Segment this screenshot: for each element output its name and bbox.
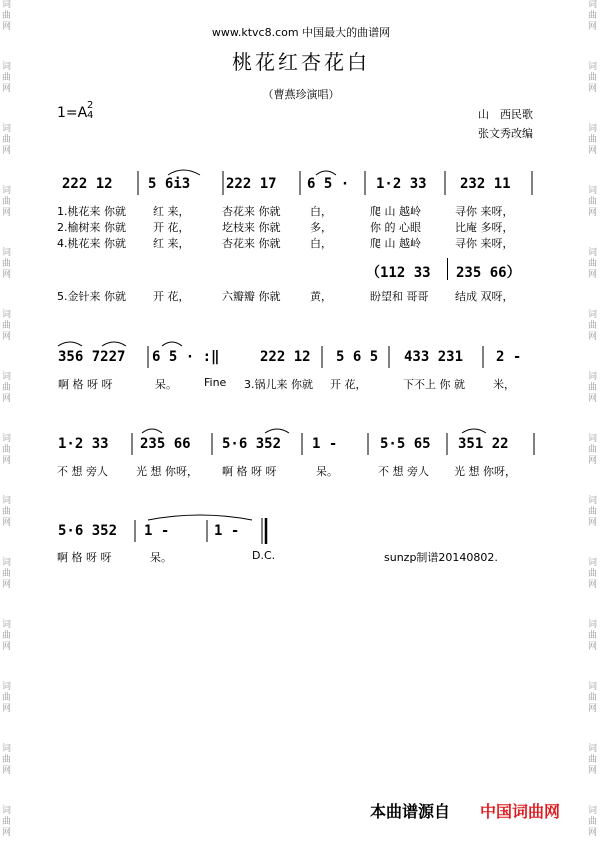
watermark-glyph: 网 (588, 828, 598, 838)
watermark-glyph: 网 (2, 332, 12, 342)
watermark-glyph: 词 (588, 682, 598, 692)
watermark-glyph: 网 (2, 394, 12, 404)
watermark-glyph: 词 (588, 310, 598, 320)
measure-1-5: 1·2 33 (376, 176, 427, 192)
measure-2-5: 433 231 (404, 349, 464, 365)
lyric-s4-2: 呆。 (150, 551, 172, 564)
watermark-glyph: 曲 (2, 73, 12, 83)
watermark-glyph: 词 (2, 124, 12, 134)
watermark-glyph: 网 (2, 828, 12, 838)
lyric-5-2: 开 花， (153, 290, 190, 303)
watermark-glyph: 曲 (588, 11, 598, 21)
watermark-glyph: 网 (588, 580, 598, 590)
lyric-4-2: 红 来， (153, 237, 190, 250)
watermark-glyph: 曲 (588, 445, 598, 455)
watermark-glyph: 网 (588, 146, 598, 156)
lyric-2-3: 圪枝来 你就 (222, 221, 281, 234)
site-header[interactable]: www.ktvc8.com 中国最大的曲谱网 (211, 26, 391, 39)
watermark-glyph: 曲 (2, 259, 12, 269)
watermark-glyph: 曲 (2, 507, 12, 517)
watermark-glyph: 网 (588, 208, 598, 218)
watermark-glyph: 词 (588, 806, 598, 816)
watermark-glyph: 网 (2, 766, 12, 776)
watermark-glyph: 网 (588, 518, 598, 528)
lyric-1-5: 爬 山 越岭 (370, 205, 421, 218)
measure-3-2: 235 66 (140, 436, 191, 452)
watermark-glyph: 曲 (588, 321, 598, 331)
watermark-glyph: 曲 (588, 197, 598, 207)
lyric-2-4: 多， (310, 221, 332, 234)
watermark-glyph: 网 (588, 332, 598, 342)
watermark-glyph: 曲 (2, 383, 12, 393)
watermark-glyph: 网 (2, 84, 12, 94)
measure-2-3: 222 12 (260, 349, 311, 365)
lyric-4-3: 杏花来 你就 (222, 237, 281, 250)
measure-3-3: 5·6 352 (222, 436, 282, 452)
watermark-glyph: 网 (588, 766, 598, 776)
watermark-glyph: 曲 (588, 507, 598, 517)
watermark-glyph: 网 (588, 84, 598, 94)
arranger-credit: 张文秀改编 (478, 127, 533, 140)
watermark-glyph: 曲 (588, 693, 598, 703)
watermark-glyph: 词 (2, 682, 12, 692)
lyric-2-5: 你 的 心眼 (370, 221, 421, 234)
lyric-5-6: 结成 双呀， (455, 290, 514, 303)
watermark-glyph: 曲 (588, 135, 598, 145)
song-title: 桃花红杏花白 (232, 50, 370, 74)
watermark-glyph: 词 (2, 62, 12, 72)
watermark-glyph: 词 (588, 124, 598, 134)
lyric-4-5: 爬 山 越岭 (370, 237, 421, 250)
watermark-glyph: 词 (2, 744, 12, 754)
watermark-glyph: 网 (588, 270, 598, 280)
watermark-glyph: 曲 (588, 383, 598, 393)
measure-2-6: 2 - (496, 349, 522, 365)
lyric-s3-5: 不 想 旁人 (378, 465, 429, 478)
measure-3-1: 1·2 33 (58, 436, 109, 452)
lyric-s3-3: 啊 格 呀 呀 (222, 465, 277, 478)
watermark-glyph: 曲 (2, 693, 12, 703)
watermark-glyph: 网 (2, 146, 12, 156)
watermark-glyph: 曲 (588, 631, 598, 641)
lyric-2-2: 开 花， (153, 221, 190, 234)
transcriber-credit: sunzp制谱20140802. (384, 551, 498, 564)
measure-1-1: 222 12 (62, 176, 113, 192)
left-watermark (0, 0, 16, 851)
lyric-s2-5: 下不上 你 就 (403, 378, 465, 391)
lyric-s2-3: 3.锅儿来 你就 (244, 378, 313, 391)
measure-2-2: 6 5 · :‖ (152, 349, 220, 365)
lyric-5-3: 六瓣瓣 你就 (222, 290, 281, 303)
lyric-5-5: 盼望和 哥哥 (370, 290, 429, 303)
watermark-glyph: 词 (588, 744, 598, 754)
measure-2-4: 5 6 5 (336, 349, 379, 365)
measure-1-4: 6 5 · (307, 176, 350, 192)
watermark-glyph: 词 (588, 620, 598, 630)
watermark-glyph: 曲 (2, 631, 12, 641)
lyric-s3-1: 不 想 旁人 (57, 465, 108, 478)
lyric-5-1: 5.金针来 你就 (57, 290, 126, 303)
watermark-glyph: 词 (588, 0, 598, 10)
watermark-glyph: 曲 (2, 135, 12, 145)
lyric-s3-2: 光 想 你呀， (136, 465, 198, 478)
lyric-s2-1: 啊 格 呀 呀 (58, 378, 113, 391)
watermark-glyph: 网 (2, 208, 12, 218)
watermark-glyph: 网 (2, 456, 12, 466)
watermark-glyph: 词 (588, 248, 598, 258)
measure-1-2: 5 6i3 (148, 176, 191, 192)
lyric-1-4: 白， (310, 205, 332, 218)
bracket-measure-1: （112 33 (366, 265, 431, 281)
watermark-glyph: 词 (2, 496, 12, 506)
lyric-s4-1: 啊 格 呀 呀 (57, 551, 112, 564)
watermark-glyph: 网 (588, 704, 598, 714)
right-watermark (586, 0, 602, 851)
watermark-glyph: 词 (2, 558, 12, 568)
lyric-4-6: 寻你 来呀， (455, 237, 514, 250)
lyric-s2-6: 米， (493, 378, 515, 391)
watermark-glyph: 词 (2, 620, 12, 630)
dc-marker: D.C. (252, 549, 276, 562)
watermark-glyph: 网 (588, 22, 598, 32)
footer-brand[interactable]: 中国词曲网 (480, 802, 561, 821)
time-numerator: 2 (87, 100, 94, 111)
watermark-glyph: 曲 (588, 73, 598, 83)
watermark-glyph: 网 (588, 642, 598, 652)
bracket-barline (447, 258, 448, 280)
measure-4-3: 1 - (214, 523, 240, 539)
measure-3-6: 351 22 (458, 436, 509, 452)
watermark-glyph: 词 (2, 186, 12, 196)
time-denominator: 4 (87, 110, 94, 121)
watermark-glyph: 网 (2, 642, 12, 652)
lyric-2-6: 比庵 多呀， (455, 221, 514, 234)
watermark-glyph: 曲 (2, 197, 12, 207)
watermark-glyph: 词 (588, 372, 598, 382)
watermark-glyph: 词 (2, 372, 12, 382)
watermark-glyph: 曲 (2, 321, 12, 331)
watermark-glyph: 曲 (2, 755, 12, 765)
measure-4-1: 5·6 352 (58, 523, 118, 539)
watermark-glyph: 网 (2, 704, 12, 714)
watermark-glyph: 词 (2, 434, 12, 444)
watermark-glyph: 网 (2, 580, 12, 590)
watermark-glyph: 曲 (2, 817, 12, 827)
watermark-glyph: 网 (2, 22, 12, 32)
watermark-glyph: 曲 (588, 259, 598, 269)
time-signature (87, 101, 93, 121)
lyric-s2-4: 开 花， (330, 378, 367, 391)
fine-marker: Fine (204, 376, 227, 389)
lyric-s3-4: 呆。 (316, 465, 338, 478)
origin-credit: 山 西民歌 (478, 108, 533, 121)
watermark-glyph: 网 (588, 456, 598, 466)
watermark-glyph: 曲 (2, 569, 12, 579)
watermark-glyph: 词 (2, 248, 12, 258)
lyric-s2-2: 呆。 (155, 378, 177, 391)
lyric-1-3: 杏花来 你就 (222, 205, 281, 218)
watermark-glyph: 曲 (588, 817, 598, 827)
measure-3-5: 5·5 65 (380, 436, 431, 452)
watermark-glyph: 曲 (2, 11, 12, 21)
measure-2-1: 356 7227 (58, 349, 126, 365)
watermark-glyph: 网 (2, 270, 12, 280)
footer-source: 本曲谱源自 (370, 802, 451, 821)
watermark-glyph: 曲 (588, 569, 598, 579)
watermark-glyph: 词 (588, 186, 598, 196)
watermark-glyph: 词 (588, 434, 598, 444)
key-label: 1=A (57, 105, 88, 121)
lyric-2-1: 2.榆树来 你就 (57, 221, 126, 234)
watermark-glyph: 网 (2, 518, 12, 528)
measure-1-6: 232 11 (460, 176, 511, 192)
lyric-4-4: 白， (310, 237, 332, 250)
lyric-s3-6: 光 想 你呀， (454, 465, 516, 478)
measure-4-2: 1 - (144, 523, 170, 539)
measure-1-3: 222 17 (226, 176, 277, 192)
watermark-glyph: 词 (2, 806, 12, 816)
lyric-1-2: 红 来， (153, 205, 190, 218)
watermark-glyph: 词 (2, 0, 12, 10)
watermark-glyph: 词 (2, 310, 12, 320)
watermark-glyph: 曲 (588, 755, 598, 765)
watermark-glyph: 网 (588, 394, 598, 404)
singer-credit: （曹燕珍演唱） (262, 88, 340, 101)
key-signature (57, 100, 94, 121)
watermark-glyph: 曲 (2, 445, 12, 455)
bracket-measure-2: 235 66） (456, 265, 521, 281)
watermark-glyph: 词 (588, 496, 598, 506)
watermark-glyph: 词 (588, 558, 598, 568)
watermark-glyph: 词 (588, 62, 598, 72)
lyric-4-1: 4.桃花来 你就 (57, 237, 126, 250)
lyric-5-4: 黄， (310, 290, 332, 303)
lyric-1-1: 1.桃花来 你就 (57, 205, 126, 218)
measure-3-4: 1 - (312, 436, 338, 452)
lyric-1-6: 寻你 来呀， (455, 205, 514, 218)
